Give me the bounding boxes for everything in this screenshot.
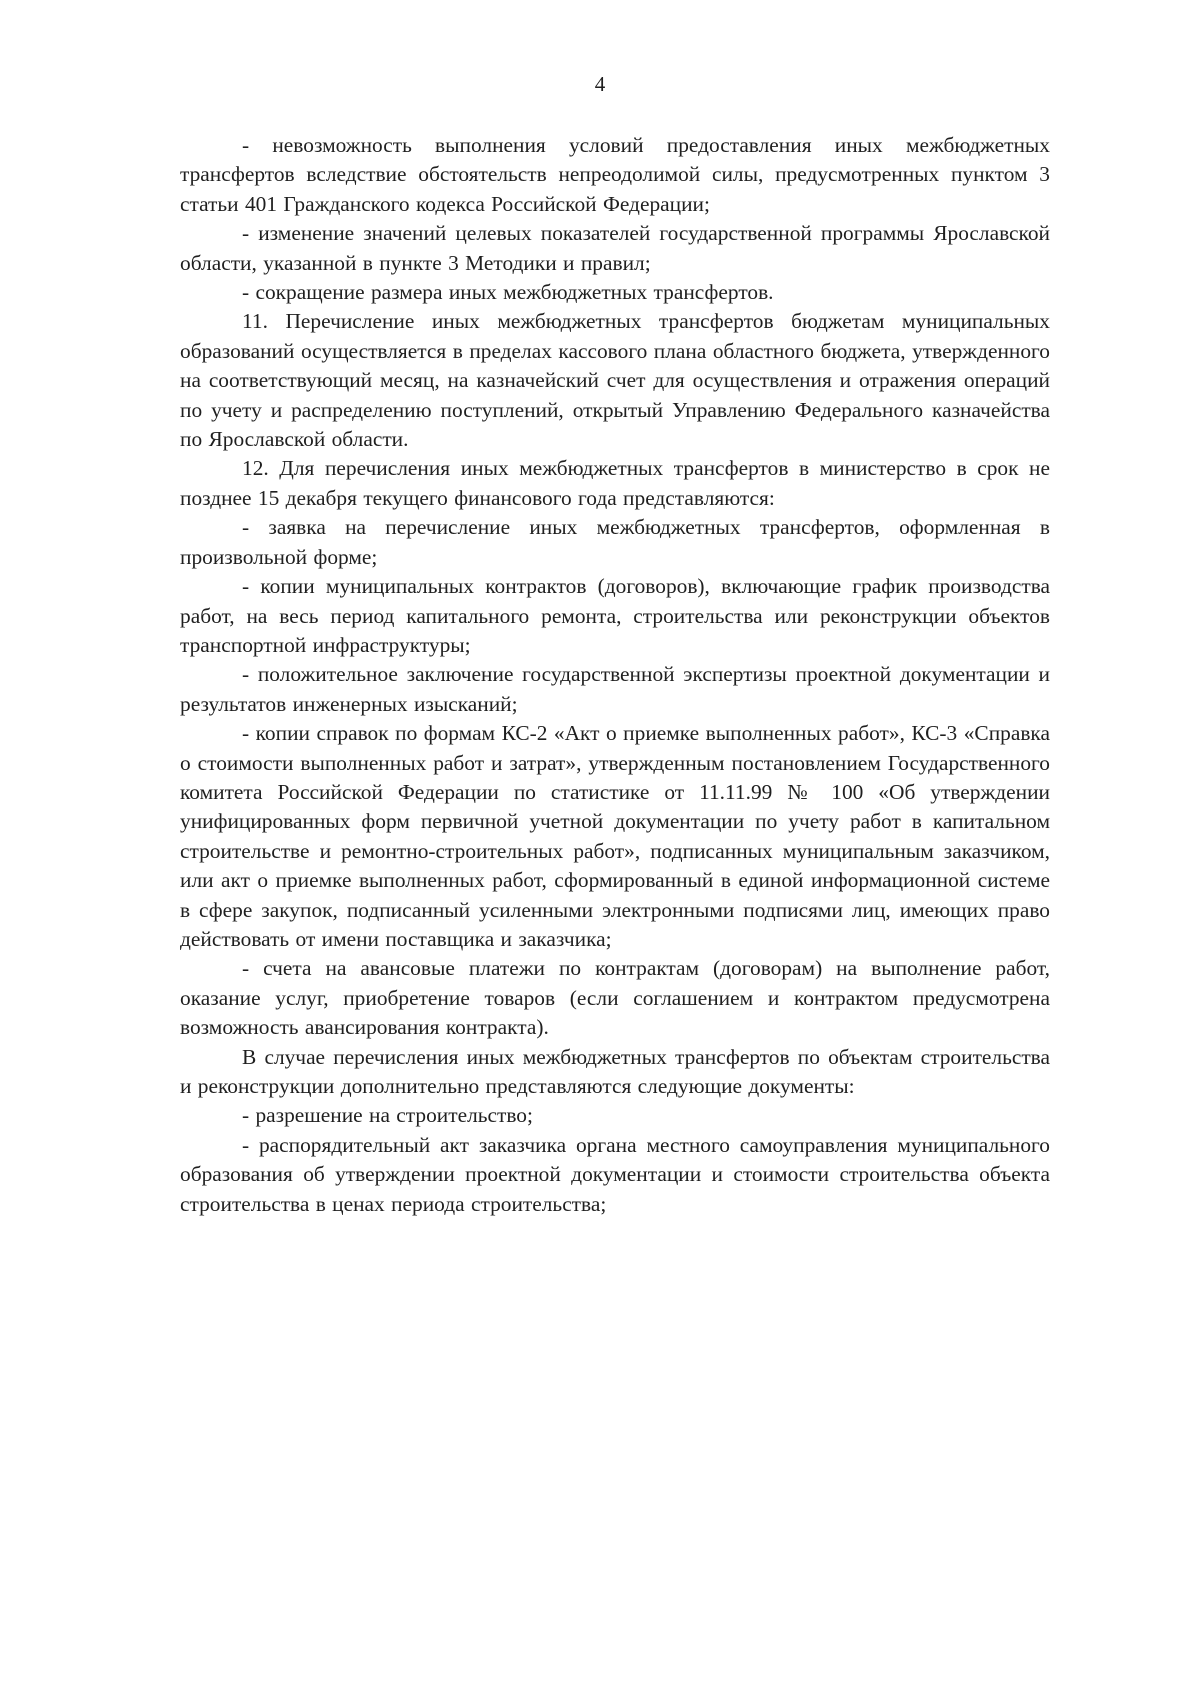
paragraph: - сокращение размера иных межбюджетных трансфертов. (242, 280, 774, 305)
paragraph: - невозможность выполнения условий предоставления иных межбюджетных трансфертов вследствие обстоятельств непреодолимой силы, предусмотренных пунктом 3 статьи 401 Гражданского кодекса Российской Федерации; (180, 133, 1050, 216)
paragraph: В случае перечисления иных межбюджетных трансфертов по объектам строительства и реконструкции дополнительно представляются следующие документы: (180, 1044, 1050, 1098)
paragraph: - копии муниципальных контрактов (договоров), включающие график производства работ, на весь период капитального ремонта, строительства или реконструкции объектов транспортной инфраструктуры; (180, 574, 1050, 657)
document-body (180, 131, 1050, 1219)
paragraph: - заявка на перечисление иных межбюджетных трансфертов, оформленная в произвольной форме; (180, 515, 1050, 569)
paragraph: - распорядительный акт заказчика органа местного самоуправления муниципального образования об утверждении проектной документации и стоимости строительства объекта строительства в ценах периода строительства; (180, 1132, 1050, 1216)
paragraph: - разрешение на строительство; (242, 1103, 533, 1128)
paragraph: - счета на авансовые платежи по контрактам (договорам) на выполнение работ, оказание услуг, приобретение товаров (если соглашением и контрактом предусмотрена возможность авансирования контракта). (180, 956, 1050, 1040)
page-number: 4 (594, 72, 606, 96)
paragraph: 11. Перечисление иных межбюджетных трансфертов бюджетам муниципальных образований осуществляется в пределах кассового плана областного бюджета, утвержденного на соответствующий месяц, на казначейский счет для осуществления и отражения операций по учету и распределению поступлений, открытый Управлению Федерального казначейства по Ярославской области. (180, 309, 1050, 452)
paragraph: 12. Для перечисления иных межбюджетных трансфертов в министерство в срок не позднее 15 декабря текущего финансового года представляются: (180, 456, 1050, 510)
paragraph: - копии справок по формам КС-2 «Акт о приемке выполненных работ», КС-3 «Справка о стоимости выполненных работ и затрат», утвержденным постановлением Государственного комитета Российской Федерации по статистике от 11.11.99 № 100 «Об утверждении унифицированных форм первичной учетной документации по учету работ в капитальном строительстве и ремонтно-строительных работ», подписанных муниципальным заказчиком, или акт о приемке выполненных работ, сформированный в единой информационной системе в сфере закупок, подписанный усиленными электронными подписями лиц, имеющих право действовать от имени поставщика и заказчика; (180, 721, 1050, 951)
paragraph: - положительное заключение государственной экспертизы проектной документации и результатов инженерных изысканий; (180, 662, 1050, 716)
paragraph: - изменение значений целевых показателей государственной программы Ярославской области, указанной в пункте 3 Методики и правил; (180, 221, 1050, 275)
